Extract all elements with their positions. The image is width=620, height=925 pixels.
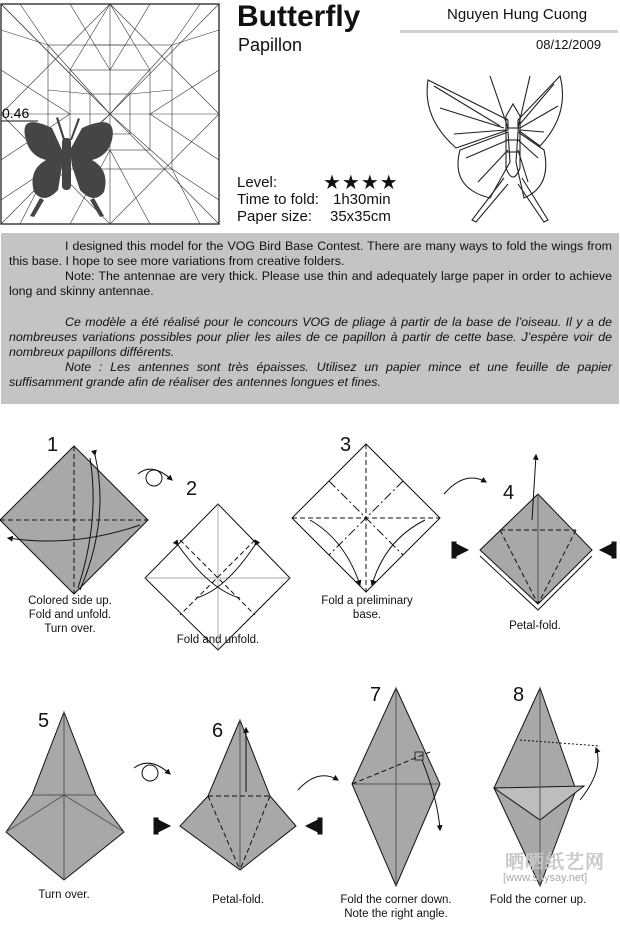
step-6-diagram xyxy=(154,720,322,870)
watermark-logo: 晒晒纸艺网 xyxy=(505,852,606,873)
description-en-1: I designed this model for the VOG Bird Base Contest. There are many ways to fold the wings from this base. I hope to see more variations from creative folders. xyxy=(9,239,612,268)
step-7-caption: Fold the corner down. Note the right angle. xyxy=(340,894,452,920)
level-label: Level: xyxy=(237,174,278,191)
step-2-number: 2 xyxy=(186,478,198,500)
step-8-caption: Fold the corner up. xyxy=(489,894,587,906)
step-2-diagram xyxy=(145,504,290,650)
description-en-2: Note: The antennae are very thick. Please use thin and adequately large paper in order to achieve long and skinny antennae. xyxy=(9,269,612,298)
step-3-caption: Fold a preliminary base. xyxy=(321,595,413,621)
step-8-number: 8 xyxy=(513,684,525,706)
time-label: Time to fold: xyxy=(237,191,319,208)
step-3-number: 3 xyxy=(340,434,352,456)
author-name: Nguyen Hung Cuong xyxy=(447,6,588,23)
step-7-number: 7 xyxy=(370,684,382,706)
design-date: 08/12/2009 xyxy=(536,37,602,52)
step-1-number: 1 xyxy=(47,434,59,456)
turn-over-icon xyxy=(134,763,170,781)
paper-size-value: 35x35cm xyxy=(330,208,391,225)
step-7-diagram xyxy=(352,688,440,886)
step-1-diagram xyxy=(0,446,148,594)
watermark-url: [www.saysay.net] xyxy=(503,872,588,884)
step-5-diagram xyxy=(6,712,124,880)
time-value: 1h30min xyxy=(333,191,391,208)
description-fr-1: Ce modèle a été réalisé pour le concours VOG de pliage à partir de la base de l’oiseau. Il y a de nombreuses variations possibles pour plier les ailes de ce papillon à partir de cette base. J’espère voir de nombreux papillons différents. xyxy=(9,315,612,359)
step-3-diagram xyxy=(292,444,440,592)
step-4-caption: Petal-fold. xyxy=(509,620,561,632)
description-fr-2: Note : Les antennes sont très épaisses. Utilisez un papier mince et une feuille de papier suffisamment grande afin de réaliser des antennes longues et fines. xyxy=(9,360,612,389)
model-title: Butterfly xyxy=(237,0,361,33)
step-5-caption: Turn over. xyxy=(38,889,90,901)
step-6-caption: Petal-fold. xyxy=(212,894,264,906)
model-subtitle: Papillon xyxy=(238,35,303,55)
level-stars: ★★★★ xyxy=(323,172,399,194)
turn-over-icon xyxy=(138,469,172,486)
step-5-number: 5 xyxy=(38,710,50,732)
step-1-caption: Colored side up. Fold and unfold. Turn over. xyxy=(28,595,112,635)
next-arrow-icon xyxy=(298,776,338,790)
step-6-number: 6 xyxy=(212,720,224,742)
next-arrow-icon xyxy=(444,478,486,494)
step-4-number: 4 xyxy=(503,482,515,504)
step-2-caption: Fold and unfold. xyxy=(176,634,260,646)
paper-size-label: Paper size: xyxy=(237,208,313,225)
crease-ratio-label: 0.46 xyxy=(2,105,30,121)
